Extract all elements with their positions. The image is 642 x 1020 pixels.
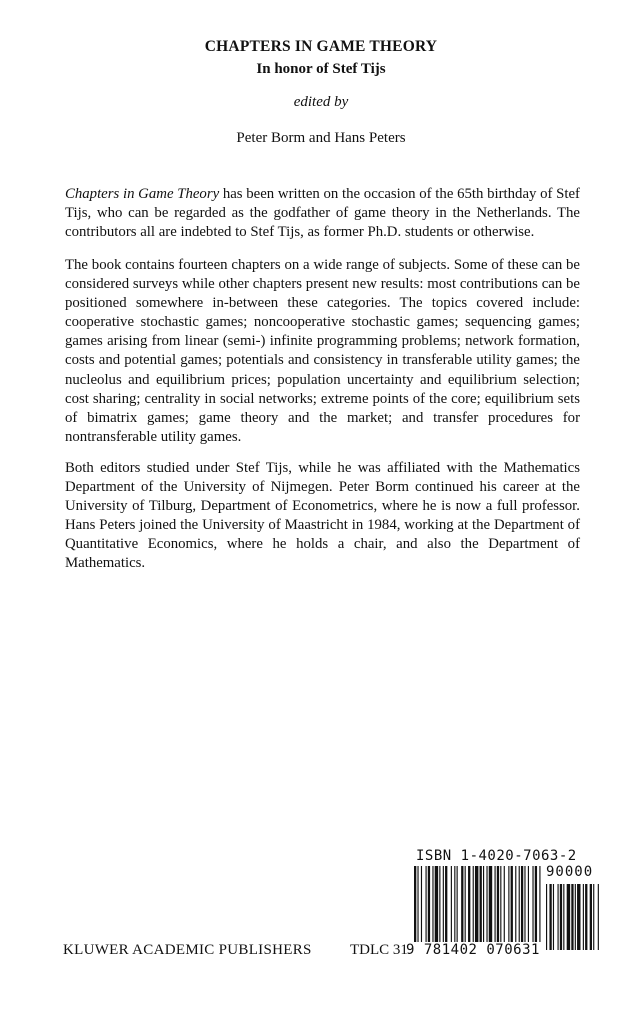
description-paragraph-1-text: has been written on the occasion of the 65th birthday of Stef Tijs, who can be regarded as the godfather of game theory in the Netherlands. The contributors all are indebted to Stef Tijs, as former Ph.D. students or otherwise. bbox=[65, 186, 580, 241]
description-paragraph-1 bbox=[65, 185, 580, 242]
description-book-title: Chapters in Game Theory bbox=[65, 186, 220, 202]
publisher-name: KLUWER ACADEMIC PUBLISHERS bbox=[63, 942, 312, 958]
description-paragraph-3: Both editors studied under Stef Tijs, while he was affiliated with the Mathematics Department of the University of Nijmegen. Peter Borm continued his career at the University of Tilburg, Department of Econometrics, where he is now a full professor. Hans Peters joined the University of Maastricht in 1984, working at the Department of Quantitative Economics, where he holds a chair, and also the Department of Mathematics. bbox=[65, 460, 580, 572]
description-paragraph-2: The book contains fourteen chapters on a wide range of subjects. Some of these can be considered surveys while other chapters present new results: most contributions can be positioned somewhere in-between these categories. The topics covered include: cooperative stochastic games; noncooperative stochastic games; sequencing games; games arising from linear (semi-) infinite programming problems; network formation, costs and potential games; potentials and consistency in transferable utility games; the nucleolus and equilibrium prices; population uncertainty and equilibrium selection; cost sharing; centrality in social networks; extreme points of the core; equilibrium sets of bimatrix games; game theory and the market; and transfer procedures for nontransferable utility games. bbox=[65, 257, 580, 445]
editors-names: Peter Borm and Hans Peters bbox=[236, 130, 406, 146]
book-subtitle: In honor of Stef Tijs bbox=[256, 61, 386, 77]
edited-by-label: edited by bbox=[293, 94, 349, 110]
barcode-addon-digits: 90000 bbox=[546, 864, 594, 880]
book-title: CHAPTERS IN GAME THEORY bbox=[204, 38, 438, 55]
isbn-label: ISBN 1-4020-7063-2 bbox=[416, 848, 577, 864]
barcode-ean-digits: 9 781402 070631 bbox=[406, 942, 540, 958]
series-code: TDLC 31 bbox=[350, 942, 408, 958]
